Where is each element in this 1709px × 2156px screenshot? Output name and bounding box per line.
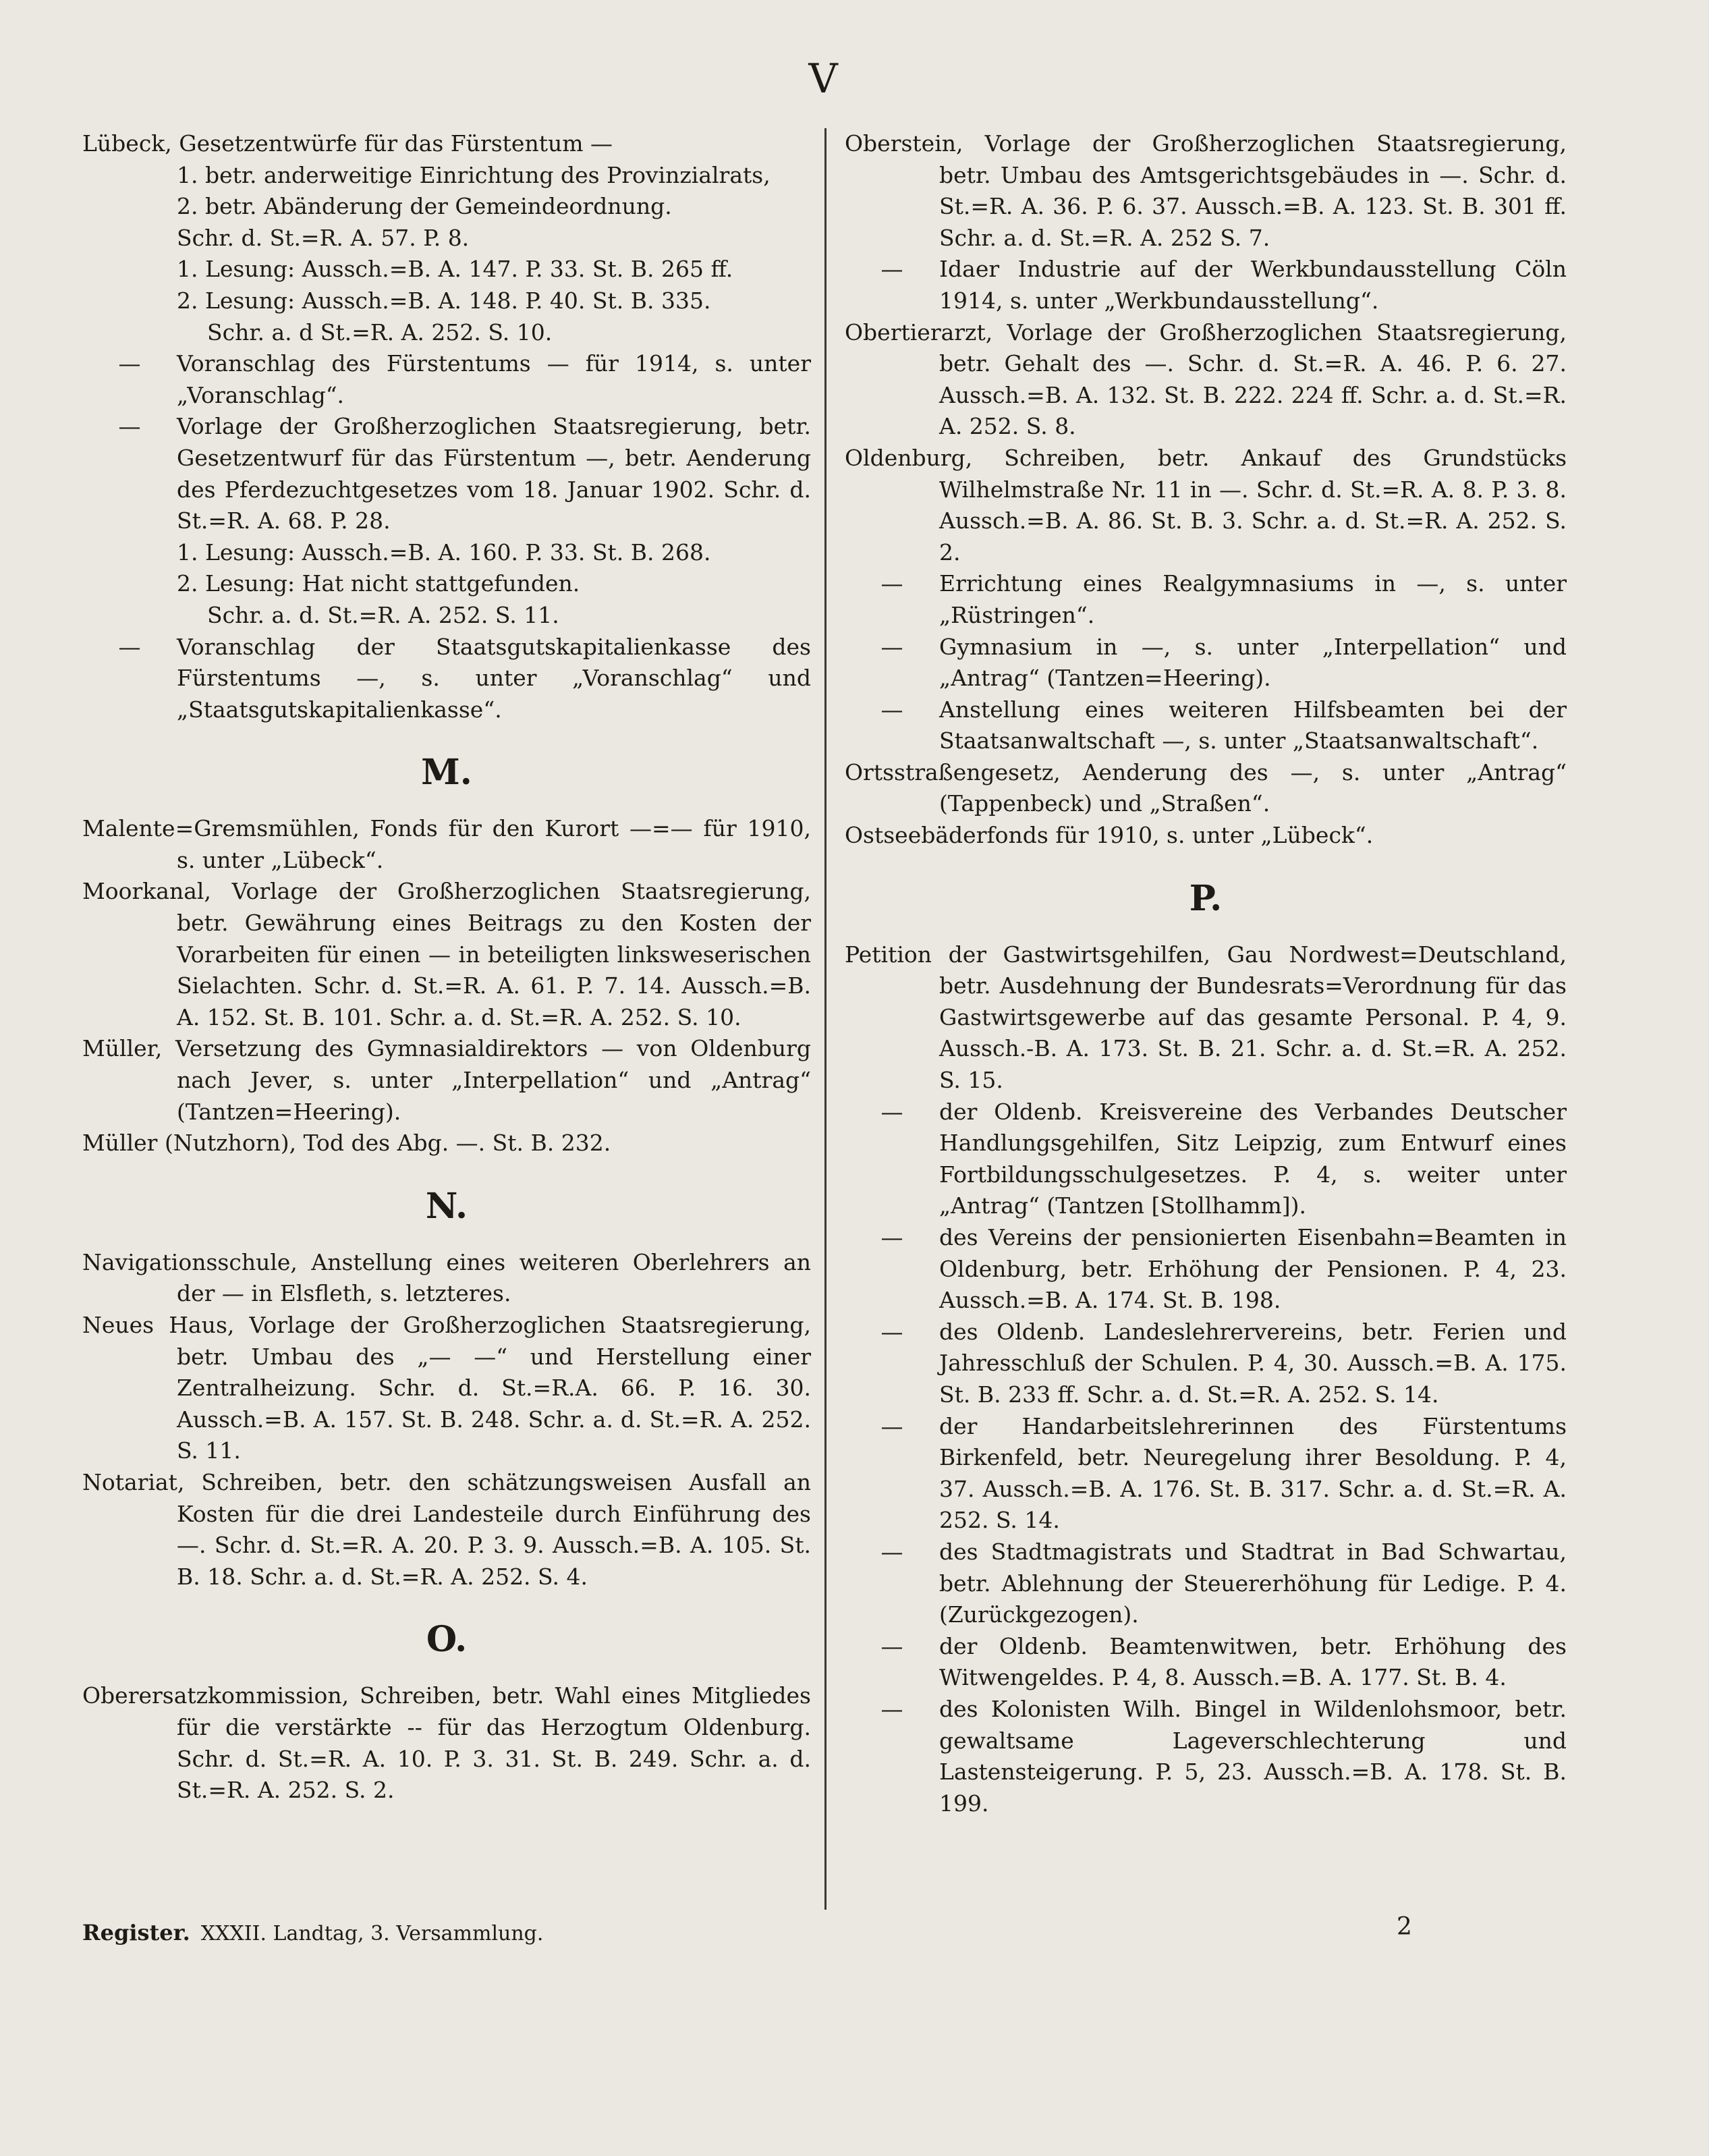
page-number: V xyxy=(808,55,838,103)
section-letter-o: O. xyxy=(426,1619,468,1661)
subentry: — Voranschlag des Fürstentums — für 1914, s. unter „Voranschlag“. xyxy=(82,348,811,411)
entry-oldenburg: Oldenburg, Schreiben, betr. Ankauf des Grundstücks Wilhelmstraße Nr. 11 in —. Schr. d. St.=R. A. 8. P. 3. 8. Aussch.=B. A. 86. St. B. 3. Schr. a. d. St.=R. A. 252. S. 2. xyxy=(845,444,1567,565)
entry-petition: Petition der Gastwirtsgehilfen, Gau Nordwest=Deutschland, betr. Ausdehnung der Bundesrats=Verordnung für das Gastwirtsgewerbe auf das gesamte Personal. P. 4, 9. Aussch.-B. A. 173. St. B. 21. Schr. a. d. St.=R. A. 252. S. 15. xyxy=(845,941,1567,1094)
dash: — xyxy=(880,1318,903,1345)
dash: — xyxy=(880,256,903,283)
entry-luebeck-item: Schr. d. St.=R. A. 57. P. 8. xyxy=(177,224,470,251)
subentry: — Errichtung eines Realgymnasiums in —, s. unter „Rüstringen“. xyxy=(845,568,1567,631)
footer-label: Register. xyxy=(82,1920,190,1945)
subentry: — Idaer Industrie auf der Werkbundausstellung Cöln 1914, s. unter „Werkbundausstellung“. xyxy=(845,254,1567,316)
section-letter-m: M. xyxy=(421,752,472,794)
entry-oberersatzkommission: Oberersatzkommission, Schreiben, betr. Wahl eines Mitgliedes für die verstärkte -- für das Herzogtum Oldenburg. Schr. d. St.=R. A. 10. P. 3. 31. St. B. 249. Schr. a. d. St.=R. A. 252. S. 2. xyxy=(82,1682,811,1804)
dash: — xyxy=(880,1412,903,1439)
entry-luebeck: Lübeck, Gesetzentwürfe für das Fürstentum — xyxy=(82,130,613,157)
entry-obertierarzt: Obertierarzt, Vorlage der Großherzoglichen Staatsregierung, betr. Gehalt des —. Schr. d. St.=R. A. 46. P. 6. 27. Aussch.=B. A. 132. St. B. 222. 224 ff. Schr. a. d. St.=R. A. 252. S. 8. xyxy=(845,319,1567,440)
entry-oberstein: Oberstein, Vorlage der Großherzoglichen Staatsregierung, betr. Umbau des Amtsgerichtsgebäudes in —. Schr. d. St.=R. A. 36. P. 6. 37. Aussch.=B. A. 123. St. B. 301 ff. Schr. a. d. St.=R. A. 252 S. 7. xyxy=(845,130,1567,251)
entry-luebeck-item: 1. Lesung: Aussch.=B. A. 147. P. 33. St. B. 265 ff. xyxy=(177,256,733,283)
entry-malente: Malente=Gremsmühlen, Fonds für den Kurort —=— für 1910, s. unter „Lübeck“. xyxy=(82,815,811,873)
entry-mueller: Müller, Versetzung des Gymnasialdirektors — von Oldenburg nach Jever, s. unter „Interpellation“ und „Antrag“ (Tantzen=Heering). xyxy=(82,1035,811,1125)
entry-moorkanal: Moorkanal, Vorlage der Großherzoglichen Staatsregierung, betr. Gewährung eines Beitrags zu den Kosten der Vorarbeiten für einen — in beteiligten linksweserischen Sielachten. Schr. d. St.=R. A. 61. P. 7. 14. Aussch.=B. A. 152. St. B. 101. Schr. a. d. St.=R. A. 252. S. 10. xyxy=(82,878,811,1030)
subentry: — des Stadtmagistrats und Stadtrat in Bad Schwartau, betr. Ablehnung der Steuererhöhung für Ledige. P. 4. (Zurückgezogen). xyxy=(845,1537,1567,1631)
subentry: — des Vereins der pensionierten Eisenbahn=Beamten in Oldenburg, betr. Erhöhung der Pensionen. P. 4, 23. Aussch.=B. A. 174. St. B. 198. xyxy=(845,1222,1567,1317)
entry-notariat: Notariat, Schreiben, betr. den schätzungsweisen Ausfall an Kosten für die drei Landesteile durch Einführung des —. Schr. d. St.=R. A. 20. P. 3. 9. Aussch.=B. A. 105. St. B. 18. Schr. a. d. St.=R. A. 252. S. 4. xyxy=(82,1468,811,1590)
dash: — xyxy=(880,1224,903,1250)
subentry: — der Oldenb. Kreisvereine des Verbandes Deutscher Handlungsgehilfen, Sitz Leipzig, zum Entwurf eines Fortbildungsschulgesetzes. P. 4, s. weiter unter „Antrag“ (Tantzen [Stollhamm]). xyxy=(845,1097,1567,1222)
entry-luebeck-item: Schr. a. d St.=R. A. 252. S. 10. xyxy=(207,319,553,345)
section-letter-p: P. xyxy=(1189,877,1223,919)
subentry-item: 2. Lesung: Hat nicht stattgefunden. xyxy=(177,570,580,597)
subentry: — Gymnasium in —, s. unter „Interpellation“ und „Antrag“ (Tantzen=Heering). xyxy=(845,632,1567,694)
entry-mueller-nutzhorn: Müller (Nutzhorn), Tod des Abg. —. St. B. 232. xyxy=(82,1130,611,1157)
dash: — xyxy=(118,633,141,660)
footer-text: XXXII. Landtag, 3. Versammlung. xyxy=(200,1922,544,1945)
entry-ostseebaederfonds: Ostseebäderfonds für 1910, s. unter „Lübeck“. xyxy=(845,822,1374,849)
footer-sheet-number: 2 xyxy=(1397,1913,1412,1941)
dash: — xyxy=(880,1098,903,1125)
dash: — xyxy=(118,413,141,440)
right-column xyxy=(845,128,1567,1819)
left-column xyxy=(82,128,811,1806)
subentry: — Voranschlag der Staatsgutskapitalienkasse des Fürstentums —, s. unter „Voranschlag“ und „Staatsgutskapitalienkasse“. xyxy=(82,632,811,726)
dash: — xyxy=(118,350,141,377)
dash: — xyxy=(880,633,903,660)
footer-register xyxy=(82,1920,543,1945)
entry-luebeck-item: 2. Lesung: Aussch.=B. A. 148. P. 40. St. B. 335. xyxy=(177,287,711,314)
entry-neues-haus: Neues Haus, Vorlage der Großherzoglichen Staatsregierung, betr. Umbau des „— —“ und Herstellung einer Zentralheizung. Schr. d. St.=R.A. 66. P. 16. 30. Aussch.=B. A. 157. St. B. 248. Schr. a. d. St.=R. A. 252. S. 11. xyxy=(82,1312,811,1464)
subentry: — der Oldenb. Beamtenwitwen, betr. Erhöhung des Witwengeldes. P. 4, 8. Aussch.=B. A. 177. St. B. 4. xyxy=(845,1631,1567,1694)
subentry: — des Oldenb. Landeslehrervereins, betr. Ferien und Jahresschluß der Schulen. P. 4, 30. Aussch.=B. A. 175. St. B. 233 ff. Schr. a. d. St.=R. A. 252. S. 14. xyxy=(845,1317,1567,1411)
dash: — xyxy=(880,570,903,597)
entry-ortsstrassengesetz: Ortsstraßengesetz, Aenderung des —, s. unter „Antrag“ (Tappenbeck) und „Straßen“. xyxy=(845,758,1567,817)
subentry-item: 1. Lesung: Aussch.=B. A. 160. P. 33. St. B. 268. xyxy=(177,538,711,565)
section-letter-n: N. xyxy=(425,1185,468,1227)
subentry: — des Kolonisten Wilh. Bingel in Wildenlohsmoor, betr. gewaltsame Lageverschlechterung und Lastensteigerung. P. 5, 23. Aussch.=B. A. 178. St. B. 199. xyxy=(845,1694,1567,1819)
column-divider xyxy=(824,128,827,1910)
dash: — xyxy=(880,1538,903,1565)
dash: — xyxy=(880,1632,903,1659)
subentry: — Anstellung eines weiteren Hilfsbeamten bei der Staatsanwaltschaft —, s. unter „Staatsanwaltschaft“. xyxy=(845,694,1567,757)
dash: — xyxy=(880,696,903,723)
entry-luebeck-item: 2. betr. Abänderung der Gemeindeordnung. xyxy=(177,193,672,220)
subentry: — der Handarbeitslehrerinnen des Fürstentums Birkenfeld, betr. Neuregelung ihrer Besoldung. P. 4, 37. Aussch.=B. A. 176. St. B. 317. Schr. a. d. St.=R. A. 252. S. 14. xyxy=(845,1411,1567,1537)
dash: — xyxy=(880,1695,903,1722)
entry-navigationsschule: Navigationsschule, Anstellung eines weiteren Oberlehrers an der — in Elsfleth, s. letzteres. xyxy=(82,1248,811,1307)
subentry: — Vorlage der Großherzoglichen Staatsregierung, betr. Gesetzentwurf für das Fürstentum —, betr. Aenderung des Pferdezuchtgesetzes vom 18. Januar 1902. Schr. d. St.=R. A. 68. P. 28. xyxy=(82,411,811,536)
subentry-item: Schr. a. d. St.=R. A. 252. S. 11. xyxy=(207,601,559,628)
entry-luebeck-item: 1. betr. anderweitige Einrichtung des Provinzialrats, xyxy=(177,161,771,188)
